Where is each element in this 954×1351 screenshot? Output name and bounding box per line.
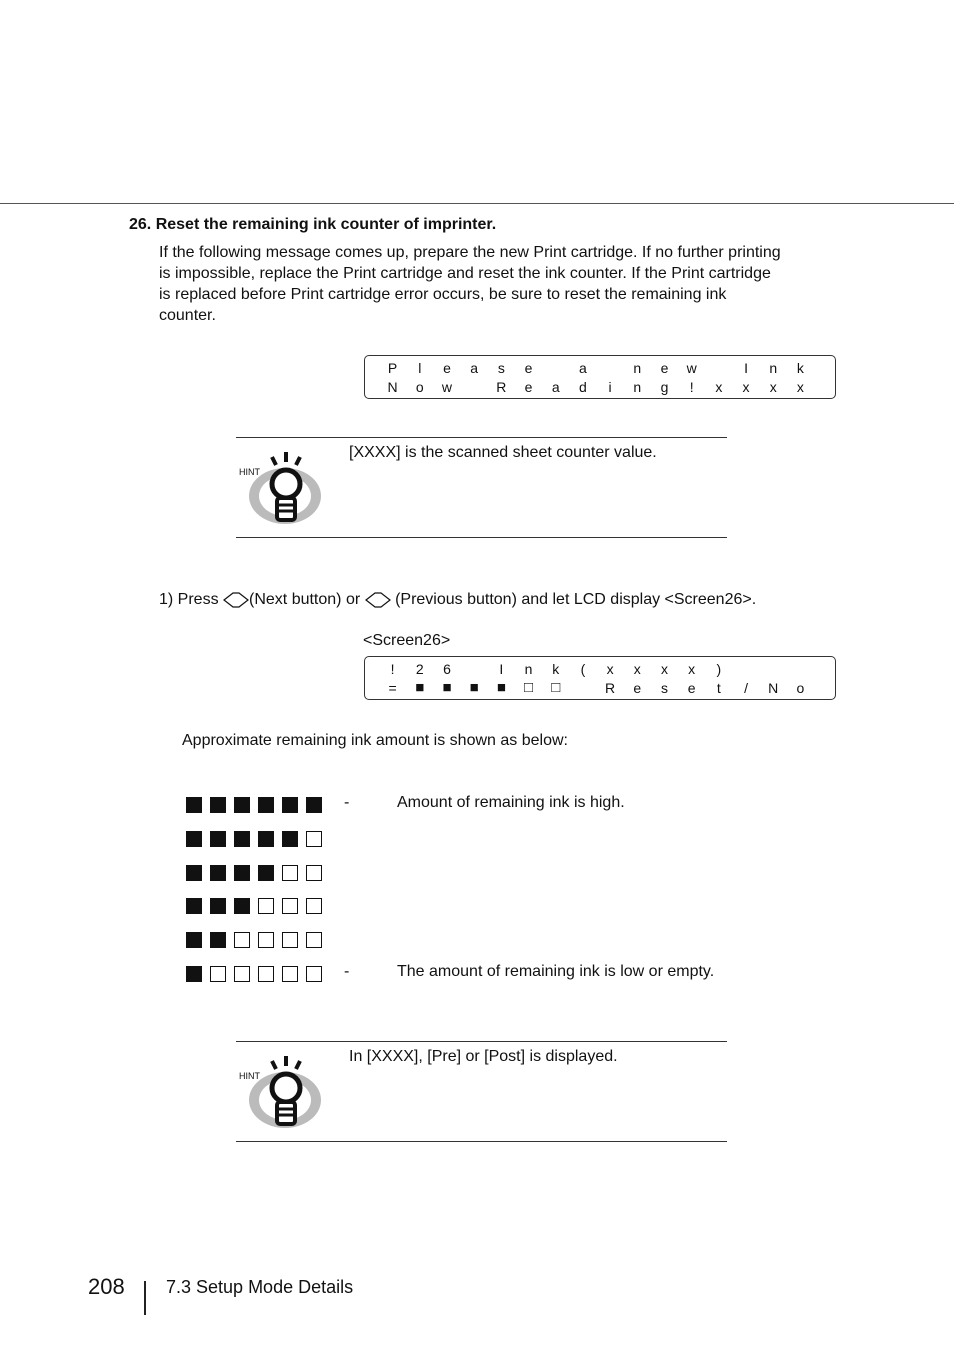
- lcd-char: /: [744, 680, 748, 696]
- lcd-char: [597, 359, 624, 377]
- ink-block-filled: [186, 797, 202, 813]
- ink-block-filled: [258, 831, 274, 847]
- ink-block-filled: [258, 865, 274, 881]
- lcd-char: [569, 679, 596, 697]
- lcd-char: k: [552, 661, 560, 677]
- ink-block-empty: [282, 898, 298, 914]
- paragraph-line: counter.: [159, 307, 216, 324]
- hint-box: [236, 1041, 727, 1142]
- footer-divider: [144, 1281, 146, 1315]
- lcd-char: [542, 359, 569, 377]
- lcd-char: x: [606, 661, 614, 677]
- ink-block-empty: [258, 932, 274, 948]
- ink-block-filled: [186, 831, 202, 847]
- lcd-line-2: [379, 378, 814, 396]
- instruction-next: (Next button) or: [249, 591, 365, 608]
- legend-dash: -: [344, 794, 350, 811]
- ink-block-filled: [234, 797, 250, 813]
- next-button-icon: [223, 592, 249, 608]
- ink-block-filled: [234, 898, 250, 914]
- lcd-char: n: [769, 360, 778, 376]
- ink-block-filled: [186, 898, 202, 914]
- hint-box: [236, 437, 727, 538]
- step-paragraph: [159, 242, 849, 326]
- legend-dash: -: [344, 963, 350, 980]
- lcd-char: t: [716, 680, 721, 696]
- ink-block-empty: [306, 966, 322, 982]
- ink-block-filled: [186, 966, 202, 982]
- lcd-char: e: [687, 680, 696, 696]
- lcd-char: !: [689, 379, 694, 395]
- paragraph-line: If the following message comes up, prepare the new Print cartridge. If no further printing: [159, 244, 781, 261]
- lcd-char: g: [660, 379, 669, 395]
- lcd-char: s: [497, 360, 505, 376]
- ink-block-filled: [210, 831, 226, 847]
- lcd-char: w: [441, 379, 453, 395]
- ink-level-meter: [186, 930, 330, 950]
- lcd-char: l: [418, 360, 422, 376]
- top-rule: [0, 203, 954, 204]
- lcd-display-screen26: [364, 656, 836, 700]
- ink-block-empty: [210, 966, 226, 982]
- ink-block-filled: [282, 831, 298, 847]
- lcd-char: R: [496, 379, 507, 395]
- lcd-display-message: [364, 355, 836, 399]
- footer-section: 7.3 Setup Mode Details: [166, 1277, 354, 1297]
- lcd-char: 6: [443, 661, 451, 677]
- hint-text: [XXXX] is the scanned sheet counter value.: [349, 444, 657, 461]
- ink-block-filled: [210, 932, 226, 948]
- approx-text: Approximate remaining ink amount is shown as below:: [182, 732, 568, 749]
- lcd-char: N: [768, 680, 779, 696]
- lcd-char: e: [633, 680, 642, 696]
- lcd-char: a: [579, 360, 587, 376]
- ink-level-meter: [186, 896, 330, 916]
- lcd-char: o: [415, 379, 424, 395]
- ink-level-description: Amount of remaining ink is high.: [397, 794, 625, 811]
- step-title: 26. Reset the remaining ink counter of imprinter.: [129, 216, 497, 233]
- lcd-char: [461, 378, 488, 396]
- lcd-char: e: [443, 360, 451, 376]
- lcd-char: ■: [469, 679, 479, 696]
- ink-block-empty: [306, 932, 322, 948]
- lcd-char: n: [524, 661, 533, 677]
- lcd-char: I: [744, 360, 748, 376]
- lcd-char: □: [551, 679, 561, 696]
- lcd-char: [705, 359, 732, 377]
- ink-block-empty: [258, 966, 274, 982]
- lcd-char: s: [660, 680, 668, 696]
- lcd-char: d: [579, 379, 587, 395]
- lcd-char: ): [716, 661, 722, 677]
- lcd-char: (: [580, 661, 586, 677]
- lightbulb-hint-icon: [238, 1052, 328, 1136]
- ink-block-empty: [234, 932, 250, 948]
- lcd-char: e: [660, 360, 669, 376]
- lcd-char: x: [688, 661, 696, 677]
- ink-block-filled: [210, 797, 226, 813]
- ink-level-description: The amount of remaining ink is low or empty.: [397, 963, 715, 980]
- instruction-prefix: 1) Press: [159, 591, 224, 608]
- lcd-char: e: [524, 379, 533, 395]
- lcd-char: x: [769, 379, 777, 395]
- hint-label: HINT: [239, 467, 260, 477]
- lcd-char: w: [686, 360, 697, 376]
- lcd-char: !: [390, 661, 395, 677]
- page-number: 208: [88, 1274, 125, 1299]
- ink-level-meter: [186, 863, 330, 883]
- lcd-char: □: [524, 679, 534, 696]
- ink-block-filled: [258, 797, 274, 813]
- lcd-char: R: [605, 680, 616, 696]
- lcd-char: N: [387, 379, 398, 395]
- lcd-char: ■: [415, 679, 425, 696]
- ink-block-filled: [282, 797, 298, 813]
- ink-block-filled: [234, 831, 250, 847]
- lcd-char: P: [387, 360, 398, 376]
- lcd-char: a: [470, 360, 479, 376]
- ink-block-filled: [210, 865, 226, 881]
- lcd-char: e: [524, 360, 533, 376]
- lcd-char: n: [633, 360, 642, 376]
- instruction-prev: (Previous button) and let LCD display <Screen26>.: [390, 591, 757, 608]
- ink-block-filled: [186, 865, 202, 881]
- lcd-line-1: [379, 660, 732, 678]
- ink-block-filled: [306, 797, 322, 813]
- ink-block-empty: [282, 966, 298, 982]
- paragraph-line: is impossible, replace the Print cartridge and reset the ink counter. If the Print cartridge: [159, 265, 771, 282]
- lcd-char: n: [633, 379, 642, 395]
- ink-block-empty: [282, 932, 298, 948]
- lcd-char: a: [551, 379, 560, 395]
- hint-label: HINT: [239, 1071, 260, 1081]
- lcd-char: x: [715, 379, 723, 395]
- lcd-char: [461, 660, 488, 678]
- ink-level-meter: [186, 964, 330, 984]
- lcd-char: I: [499, 661, 504, 677]
- lcd-char: k: [796, 360, 804, 376]
- lcd-char: ■: [442, 679, 452, 696]
- ink-block-empty: [306, 865, 322, 881]
- lcd-char: x: [660, 661, 668, 677]
- ink-block-empty: [258, 898, 274, 914]
- ink-block-empty: [282, 865, 298, 881]
- instruction-line: [159, 591, 756, 609]
- ink-block-filled: [234, 865, 250, 881]
- lcd-char: =: [388, 680, 397, 696]
- ink-block-empty: [306, 831, 322, 847]
- ink-block-empty: [306, 898, 322, 914]
- lcd-char: x: [633, 661, 641, 677]
- hint-text: In [XXXX], [Pre] or [Post] is displayed.: [349, 1048, 618, 1065]
- lcd-char: 2: [415, 661, 424, 677]
- ink-block-empty: [234, 966, 250, 982]
- lcd-char: i: [608, 379, 612, 395]
- previous-button-icon: [365, 592, 391, 608]
- lcd-line-1: [379, 359, 814, 377]
- paragraph-line: is replaced before Print cartridge error occurs, be sure to reset the remaining ink: [159, 286, 727, 303]
- ink-block-filled: [210, 898, 226, 914]
- lcd-char: x: [796, 379, 804, 395]
- ink-block-filled: [186, 932, 202, 948]
- lcd-char: ■: [496, 679, 506, 696]
- screen-label: <Screen26>: [363, 632, 451, 649]
- lcd-line-2: [379, 679, 814, 697]
- ink-level-meter: [186, 829, 330, 849]
- ink-level-meter: [186, 795, 330, 815]
- lightbulb-hint-icon: [238, 448, 328, 532]
- lcd-char: x: [742, 379, 750, 395]
- lcd-char: o: [796, 680, 805, 696]
